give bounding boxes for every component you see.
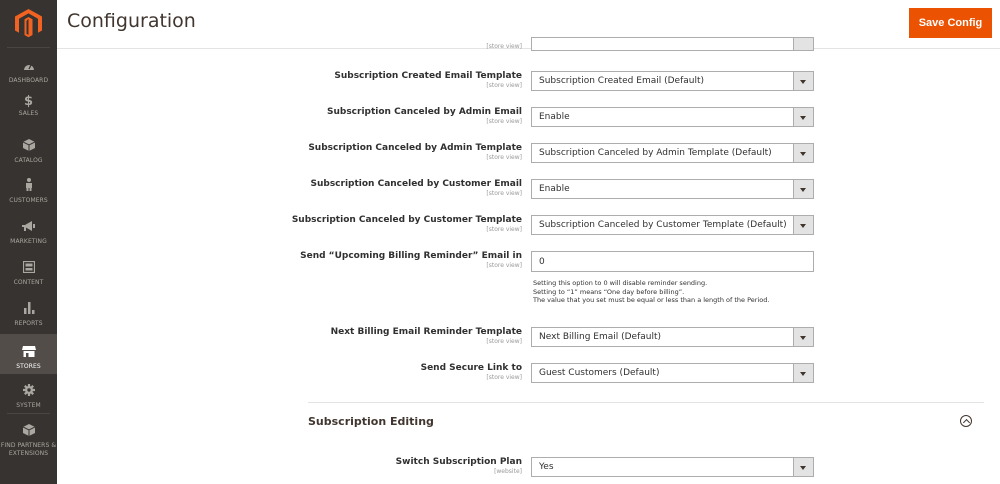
dollar-icon: $ [23,94,34,109]
next-billing-template-select[interactable] [531,327,814,347]
field-label: Subscription Canceled by Admin Email [326,107,522,117]
nav-marketing[interactable] [0,217,57,245]
field-label: Next Billing Email Reminder Template [330,327,522,337]
field-scope: [store view] [486,43,522,50]
cube-icon [0,136,57,155]
nav-label: STORES [16,363,41,370]
upcoming-billing-reminder-input[interactable] [531,251,814,272]
field-label: Subscription Canceled by Customer Template [291,215,522,225]
select-value: Yes [539,462,554,472]
nav-divider [7,47,50,48]
nav-dashboard[interactable] [0,56,57,84]
nav-label: CONTENT [13,279,44,286]
field-label: Subscription Canceled by Admin Template [308,143,522,153]
dashboard-icon [0,56,57,75]
bar-chart-icon [0,299,57,318]
nav-sales[interactable] [0,95,57,123]
chevron-down-icon [793,364,813,382]
chevron-down-icon [793,458,813,476]
field-label: Switch Subscription Plan [395,457,522,467]
select-value: Guest Customers (Default) [539,368,660,378]
person-icon [0,176,57,195]
collapse-chevron-icon[interactable] [960,415,972,427]
nav-label: SALES [18,110,39,117]
page-title: Configuration [67,10,196,32]
page-header [57,0,1000,49]
admin-sidebar [0,0,57,484]
field-note [533,279,769,305]
canceled-by-customer-email-select[interactable] [531,179,814,199]
field-scope: [website] [494,468,522,475]
partial-select[interactable] [531,37,814,51]
gear-icon [0,381,57,400]
megaphone-icon [0,217,57,236]
field-scope: [store view] [486,190,522,197]
canceled-by-admin-email-select[interactable] [531,107,814,127]
select-value: Next Billing Email (Default) [539,332,662,342]
chevron-down-icon [793,216,813,234]
nav-label: SYSTEM [16,402,41,409]
section-divider [308,402,984,403]
magento-logo-icon[interactable] [15,9,42,38]
save-config-button[interactable]: Save Config [909,8,992,38]
store-icon [0,342,57,361]
content-icon [0,258,57,277]
note-line: Setting this option to 0 will disable reminder sending. [533,279,708,287]
nav-system[interactable] [0,381,57,409]
section-title[interactable]: Subscription Editing [308,415,434,428]
select-value: Subscription Canceled by Customer Template (Default) [539,220,787,230]
nav-label: REPORTS [14,320,43,327]
field-scope: [store view] [486,226,522,233]
chevron-down-icon [793,72,813,90]
nav-content[interactable] [0,258,57,286]
select-value: Enable [539,112,570,122]
field-scope: [store view] [486,374,522,381]
nav-label: DASHBOARD [8,77,49,84]
box-icon [0,421,57,440]
select-value: Enable [539,184,570,194]
select-value: Subscription Created Email (Default) [539,76,704,86]
select-value: Subscription Canceled by Admin Template (Default) [539,148,772,158]
chevron-down-icon [793,38,813,50]
send-secure-link-select[interactable] [531,363,814,383]
field-label: Subscription Created Email Template [334,71,522,81]
field-scope: [store view] [486,338,522,345]
field-scope: [store view] [486,262,522,269]
field-scope: [store view] [486,82,522,89]
nav-label: MARKETING [10,238,47,245]
chevron-down-icon [793,328,813,346]
note-line: The value that you set must be equal or less than a length of the Period. [533,296,770,304]
note-line: Setting to “1” means “One day before billing”. [533,287,685,296]
canceled-by-customer-template-select[interactable] [531,215,814,235]
nav-stores[interactable] [0,334,57,374]
chevron-down-icon [793,108,813,126]
field-label: Subscription Canceled by Customer Email [310,179,522,189]
field-scope: [store view] [486,154,522,161]
nav-customers[interactable] [0,176,57,204]
field-scope: [store view] [486,118,522,125]
nav-reports[interactable] [0,299,57,327]
subscription-created-template-select[interactable] [531,71,814,91]
nav-find-partners[interactable] [0,421,57,459]
canceled-by-admin-template-select[interactable] [531,143,814,163]
nav-label: FIND PARTNERS & EXTENSIONS [0,442,57,457]
field-label: Send Secure Link to [420,363,522,373]
nav-label: CATALOG [14,157,43,164]
config-form [57,43,1000,484]
nav-label: CUSTOMERS [9,197,48,204]
input-value: 0 [539,257,545,267]
nav-divider [7,413,50,414]
nav-catalog[interactable] [0,136,57,164]
chevron-down-icon [793,180,813,198]
switch-subscription-plan-select[interactable] [531,457,814,477]
chevron-down-icon [793,144,813,162]
field-label: Send “Upcoming Billing Reminder” Email in [300,251,522,261]
